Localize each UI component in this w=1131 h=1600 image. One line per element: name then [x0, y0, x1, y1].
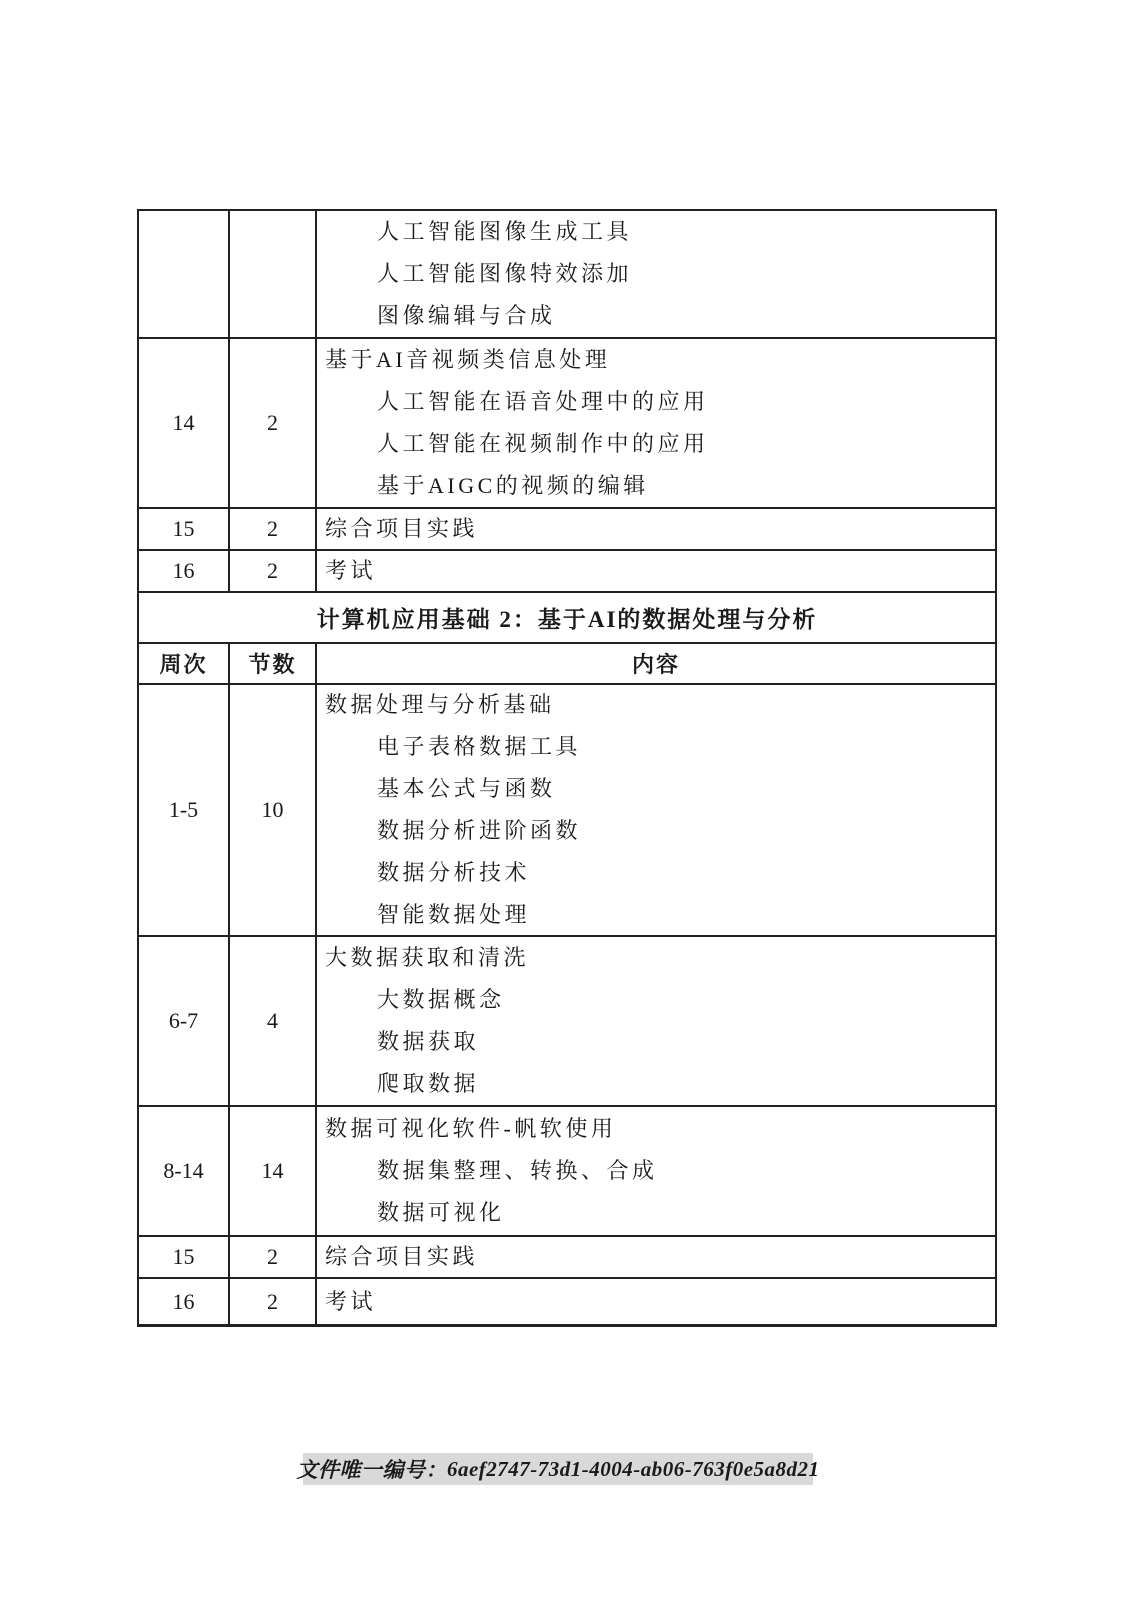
- table-row: [139, 1277, 995, 1324]
- content-cell: [317, 1237, 995, 1277]
- week-cell: [139, 1279, 230, 1324]
- content-subitem: 人工智能在语音处理中的应用: [377, 389, 709, 414]
- content-subitem: 人工智能图像特效添加: [377, 261, 633, 286]
- week-cell: [139, 1237, 230, 1277]
- content-subitem: 人工智能图像生成工具: [377, 219, 633, 244]
- periods-value: 2: [267, 558, 278, 583]
- week-value: 6-7: [168, 1008, 199, 1033]
- periods-cell: [230, 685, 317, 935]
- content-cell: [317, 211, 995, 337]
- content-topic: 数据处理与分析基础: [325, 692, 555, 717]
- section-title-row: [139, 591, 995, 642]
- week-value: 1-5: [168, 797, 199, 822]
- content-subitem: 大数据概念: [377, 987, 505, 1012]
- week-value: 8-14: [163, 1158, 204, 1183]
- periods-cell: [230, 1237, 317, 1277]
- week-cell: [139, 339, 230, 507]
- week-cell: [139, 685, 230, 935]
- table-row: [139, 337, 995, 507]
- table-row: [139, 549, 995, 591]
- content-topic: 考试: [325, 1288, 377, 1314]
- content-subitem: 智能数据处理: [377, 902, 531, 927]
- periods-value: 2: [267, 1244, 278, 1269]
- periods-value: 4: [267, 1008, 278, 1033]
- content-cell: [317, 339, 995, 507]
- document-id-footer: [296, 1453, 820, 1485]
- week-value: 15: [172, 516, 195, 541]
- periods-value: 2: [267, 410, 278, 435]
- document-id-label: 文件唯一编号：: [296, 1458, 447, 1482]
- periods-header-cell: 节数: [230, 644, 317, 683]
- document-id-value: 6aef2747-73d1-4004-ab06-763f0e5a8d21: [446, 1456, 820, 1481]
- periods-cell: [230, 509, 317, 549]
- content-subitem: 人工智能在视频制作中的应用: [377, 431, 709, 456]
- section-title: 计算机应用基础 2：基于AI的数据处理与分析: [316, 607, 818, 632]
- content-subitem: 基本公式与函数: [377, 776, 556, 801]
- table-row: [139, 683, 995, 935]
- table-row: [139, 1235, 995, 1277]
- week-cell: [139, 937, 230, 1105]
- content-topic: 基于AI音视频类信息处理: [325, 347, 611, 372]
- content-subitem: 爬取数据: [377, 1071, 480, 1096]
- content-subitem: 电子表格数据工具: [377, 734, 582, 759]
- week-header-cell: 周次: [139, 644, 230, 683]
- content-subitem: 数据分析技术: [377, 860, 531, 885]
- table-header-row: [139, 642, 995, 683]
- content-subitem: 数据可视化: [377, 1200, 505, 1225]
- week-cell: [139, 1107, 230, 1235]
- content-subitem: 数据获取: [377, 1029, 480, 1054]
- content-cell: [317, 551, 995, 591]
- content-cell: [317, 937, 995, 1105]
- content-topic: 考试: [325, 558, 377, 583]
- content-subitem: 基于AIGC的视频的编辑: [377, 473, 649, 498]
- content-topic: 综合项目实践: [325, 516, 479, 541]
- periods-value: 2: [267, 516, 278, 541]
- periods-cell: [230, 211, 317, 337]
- table-row: [139, 1105, 995, 1235]
- week-value: 14: [172, 410, 195, 435]
- week-cell: [139, 211, 230, 337]
- content-subitem: 数据集整理、转换、合成: [377, 1158, 658, 1183]
- periods-value: 2: [267, 1288, 278, 1314]
- content-header-cell: 内容: [631, 652, 680, 677]
- content-cell: [317, 1107, 995, 1235]
- periods-value: 10: [261, 797, 284, 822]
- periods-cell: [230, 1107, 317, 1235]
- week-cell: [139, 551, 230, 591]
- content-subitem: 图像编辑与合成: [377, 303, 556, 328]
- table-row: [139, 211, 995, 337]
- course-schedule-table: [137, 209, 997, 1327]
- week-cell: [139, 509, 230, 549]
- periods-cell: [230, 1279, 317, 1324]
- periods-cell: [230, 339, 317, 507]
- content-cell: [317, 685, 995, 935]
- content-cell: [317, 509, 995, 549]
- periods-cell: [230, 937, 317, 1105]
- content-topic: 大数据获取和清洗: [325, 945, 530, 970]
- table-row: [139, 935, 995, 1105]
- week-value: 16: [172, 1288, 195, 1314]
- periods-value: 14: [261, 1158, 284, 1183]
- content-subitem: 数据分析进阶函数: [377, 818, 582, 843]
- content-cell: [317, 1279, 995, 1324]
- periods-cell: [230, 551, 317, 591]
- week-value: 15: [172, 1244, 195, 1269]
- content-topic: 综合项目实践: [325, 1244, 479, 1269]
- table-row: [139, 507, 995, 549]
- week-value: 16: [172, 558, 195, 583]
- content-topic: 数据可视化软件-帆软使用: [325, 1116, 617, 1141]
